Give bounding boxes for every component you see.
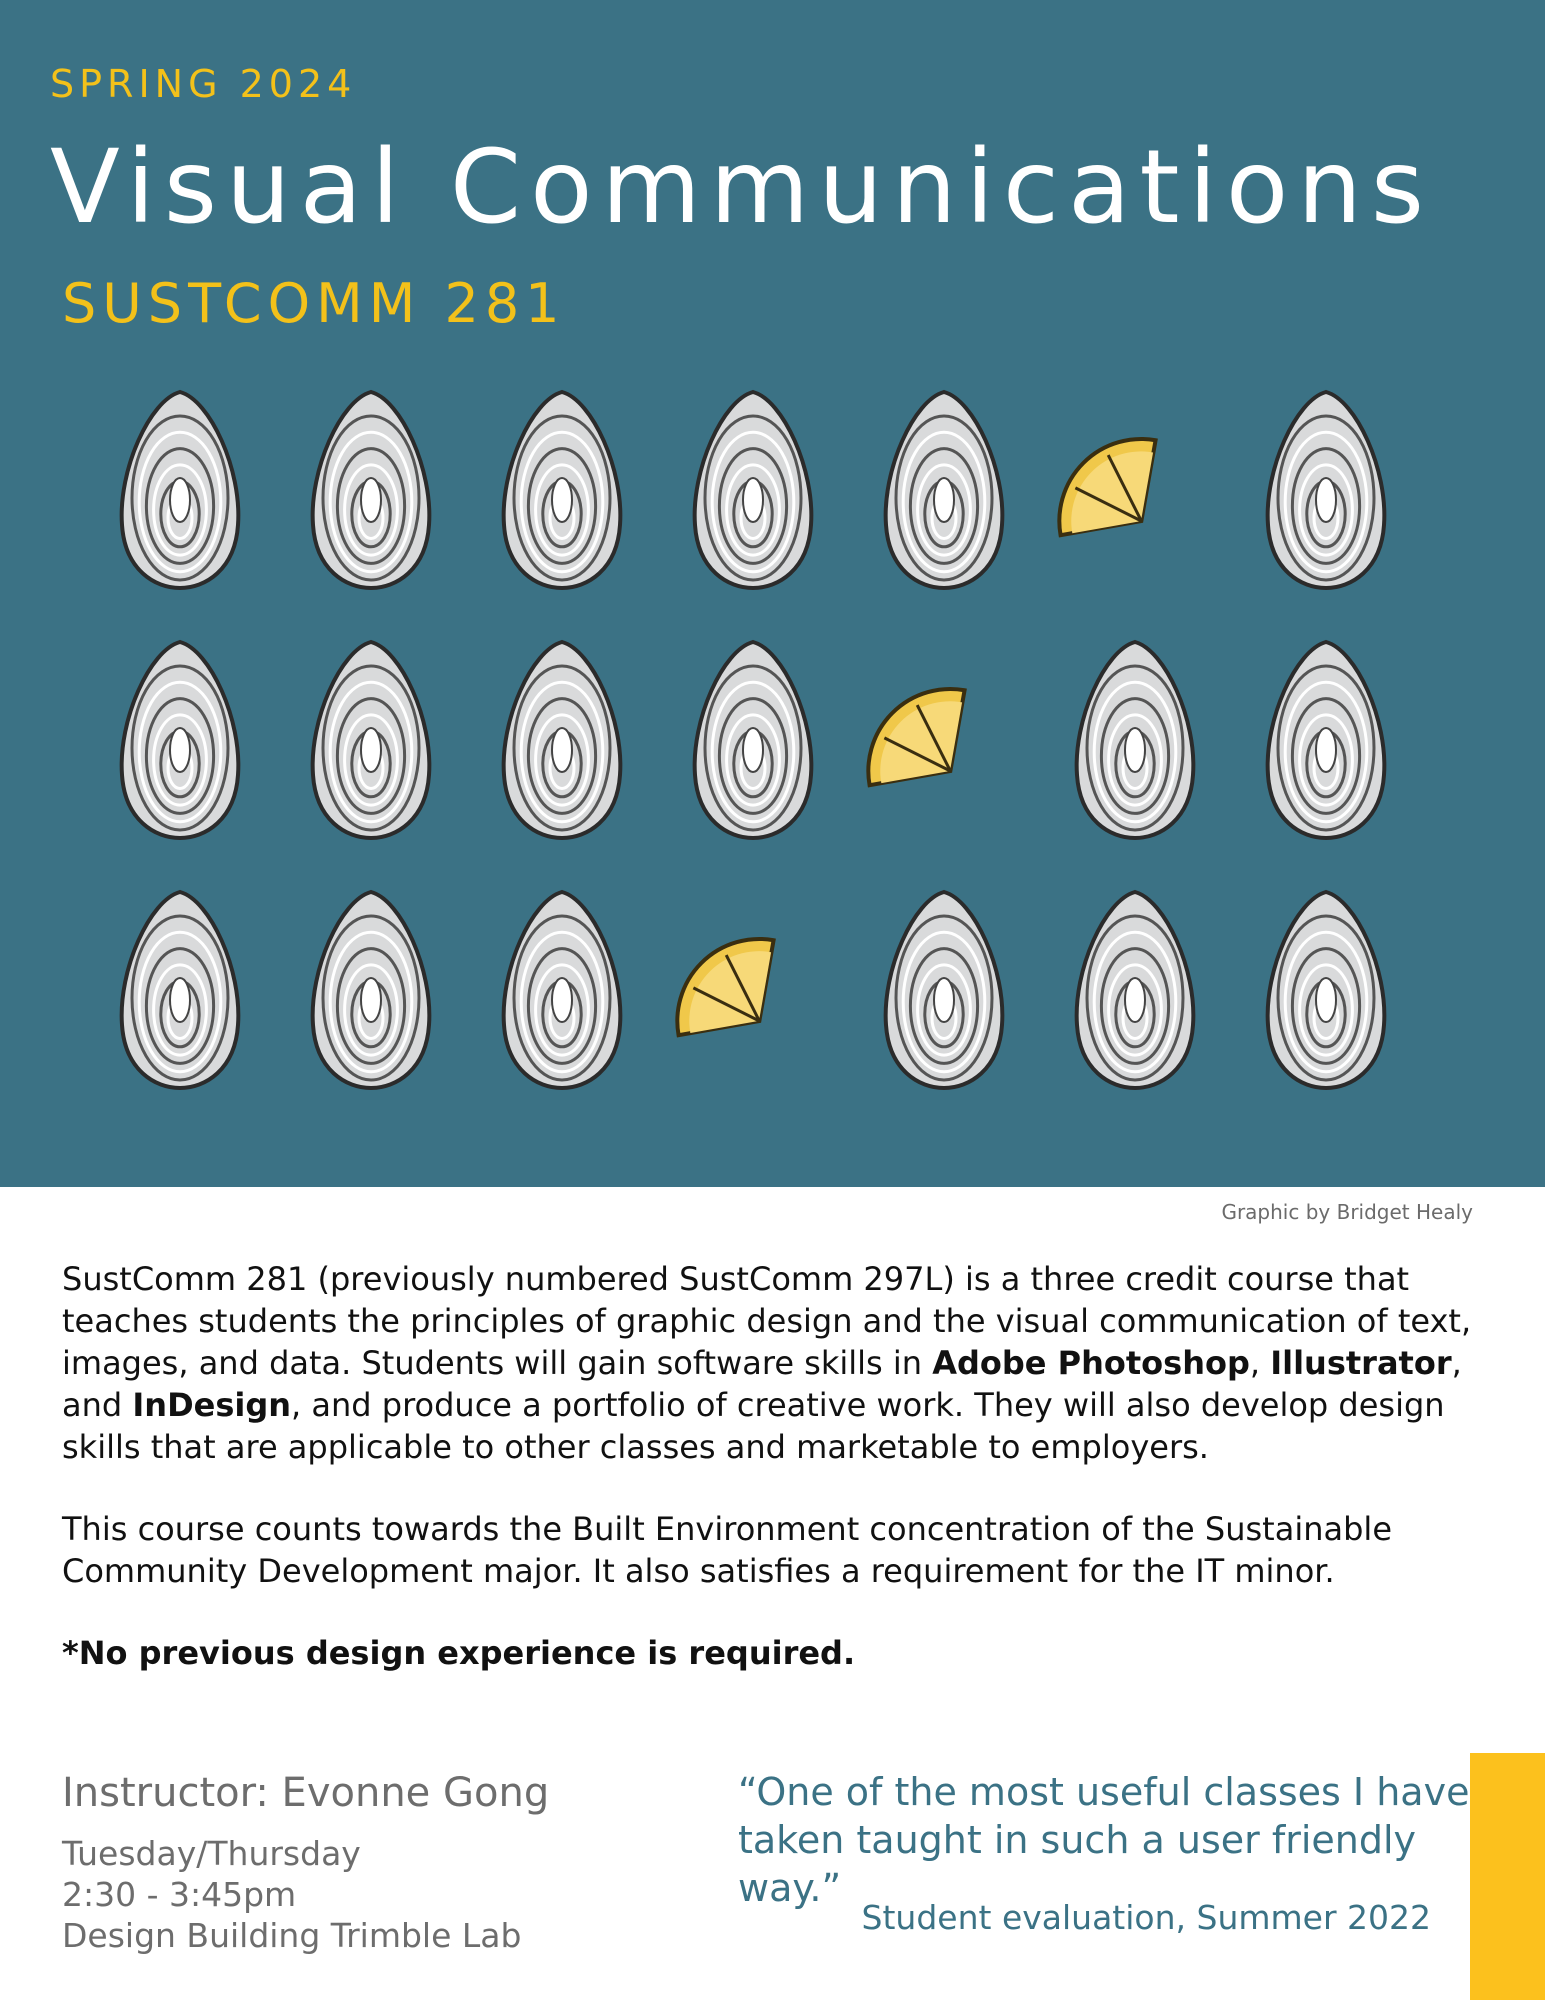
course-title: Visual Communications — [50, 128, 1434, 247]
oyster-icon — [313, 392, 430, 588]
lemon-slice-icon — [843, 674, 996, 810]
oyster-icon — [313, 642, 430, 838]
semester-label: SPRING 2024 — [50, 62, 357, 106]
description-paragraph-1 — [62, 1258, 1492, 1468]
description-text-1: SustComm 281 (previously numbered SustComm 297L) is a three credit course that teaches students the principles of graphic design and the visual communication of text, images, and data. Students will gain software skills in — [62, 1260, 1472, 1382]
oyster-icon — [695, 392, 812, 588]
software-indesign: InDesign — [132, 1386, 292, 1424]
experience-note-text: *No previous design experience is required. — [62, 1634, 856, 1672]
oyster-icon — [122, 642, 239, 838]
oyster-icon — [1268, 642, 1385, 838]
description-text-2: , and produce a portfolio of creative work. They will also develop design skills that are applicable to other classes and marketable to employers. — [62, 1386, 1445, 1466]
oyster-icon — [695, 642, 812, 838]
oyster-icon — [504, 892, 621, 1088]
oyster-icon — [313, 892, 430, 1088]
oyster-icon — [1268, 892, 1385, 1088]
oyster-icon — [1268, 392, 1385, 588]
class-days: Tuesday/Thursday — [62, 1834, 361, 1873]
instructor-name: Instructor: Evonne Gong — [62, 1770, 550, 1816]
software-illustrator: Illustrator — [1270, 1344, 1452, 1382]
testimonial-source: Student evaluation, Summer 2022 — [861, 1898, 1431, 1937]
oyster-icon — [886, 392, 1003, 588]
software-photoshop: Adobe Photoshop — [932, 1344, 1250, 1382]
oyster-icon — [886, 892, 1003, 1088]
accent-bar — [1470, 1753, 1545, 2000]
oyster-lemon-graphic — [100, 385, 1420, 1105]
lemon-slice-icon — [652, 924, 805, 1060]
class-time: 2:30 - 3:45pm — [62, 1875, 297, 1914]
graphic-credit: Graphic by Bridget Healy — [1221, 1200, 1473, 1224]
oyster-icon — [122, 392, 239, 588]
course-description — [62, 1258, 1492, 1714]
description-paragraph-2: This course counts towards the Built Environment concentration of the Sustainable Community Development major. It also satisfies a requirement for the IT minor. — [62, 1510, 1392, 1590]
testimonial-quote: “One of the most useful classes I have taken taught in such a user friendly way.” — [738, 1770, 1470, 1910]
oyster-icon — [122, 892, 239, 1088]
course-code: SUSTCOMM 281 — [62, 272, 566, 335]
experience-note — [62, 1632, 1492, 1674]
lemon-slice-icon — [1034, 424, 1187, 560]
oyster-icon — [504, 642, 621, 838]
separator-2: , and — [62, 1344, 1462, 1424]
separator-1: , — [1249, 1344, 1271, 1382]
oyster-icon — [1077, 892, 1194, 1088]
oyster-icon — [1077, 642, 1194, 838]
class-schedule — [62, 1833, 521, 1956]
oyster-icon — [504, 392, 621, 588]
class-location: Design Building Trimble Lab — [62, 1916, 522, 1955]
